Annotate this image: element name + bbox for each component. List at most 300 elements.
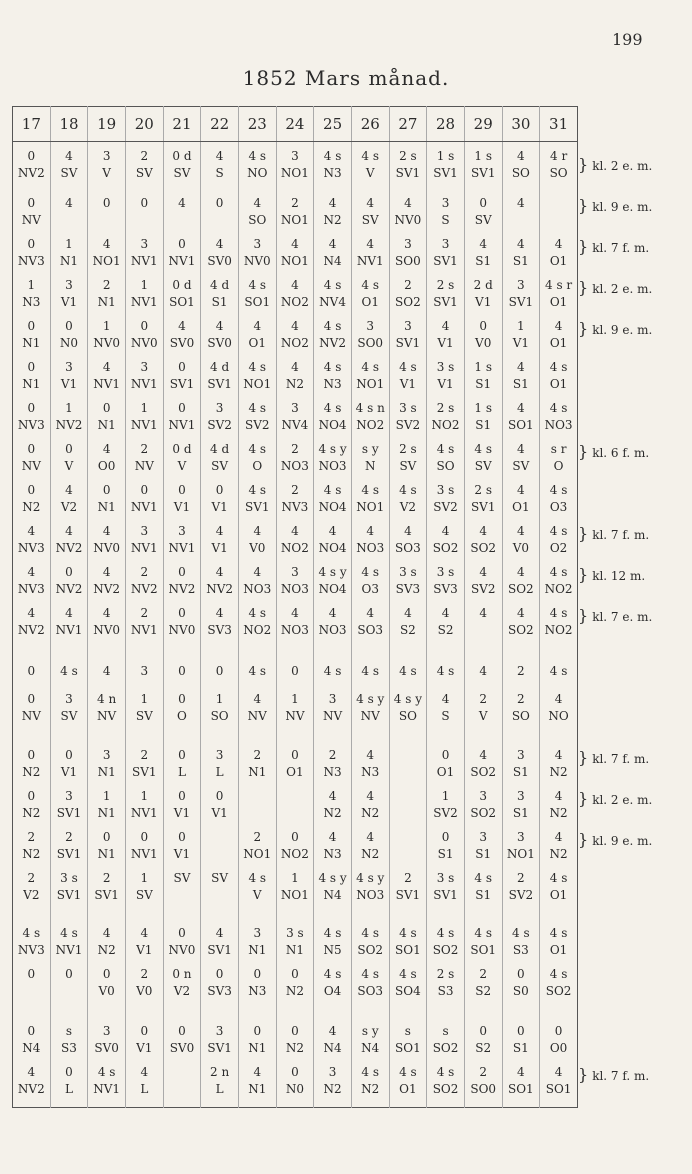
observation-cell: 0 d SV	[163, 142, 201, 196]
observation-cell: 1 s SV1	[464, 142, 502, 196]
observation-cell: 3 SV1	[427, 236, 465, 277]
observation-cell: 4 NV2	[88, 564, 126, 605]
table-row	[13, 564, 578, 605]
observation-cell: 3 N2	[314, 1064, 352, 1108]
observation-cell: 3 SO0	[389, 236, 427, 277]
observation-cell: 1 NV1	[125, 400, 163, 441]
observation-cell: 0	[88, 195, 126, 236]
observation-cell: 4 s SO1	[389, 925, 427, 966]
observation-cell: 4 NV2	[50, 523, 88, 564]
observation-cell: 4 SO	[502, 142, 540, 196]
observation-cell: 2 NO1	[238, 829, 276, 870]
observation-cell: 4 d SV1	[201, 359, 239, 400]
observation-cell: 0 SV1	[163, 359, 201, 400]
observation-cell: s y N	[351, 441, 389, 482]
observation-cell: 0 NV0	[163, 925, 201, 966]
observation-cell: 4	[50, 195, 88, 236]
observation-cell: 4	[502, 195, 540, 236]
observation-cell: 1 NO1	[276, 870, 314, 925]
observation-cell: 4 S1	[502, 359, 540, 400]
day-header: 27	[389, 107, 427, 142]
observation-cell: 3 NO1	[276, 142, 314, 196]
table-row	[13, 829, 578, 870]
observation-cell: 4 SO2	[502, 564, 540, 605]
observation-cell: 1 NV1	[125, 788, 163, 829]
observation-cell: 4 s NV4	[314, 277, 352, 318]
observation-cell: 3 s SV2	[427, 482, 465, 523]
observation-cell: 2 SO2	[389, 277, 427, 318]
observation-cell: 4 NO2	[276, 318, 314, 359]
observation-cell: 4 S	[201, 142, 239, 196]
observation-cell: 4 NV3	[17, 565, 45, 596]
observation-cell: 0 V1	[201, 788, 239, 829]
observation-cell: s r O	[540, 441, 578, 482]
observation-cell: 0 V0	[464, 318, 502, 359]
table-row	[13, 142, 578, 196]
observation-cell: 1 SO	[201, 691, 239, 747]
table-row	[13, 318, 578, 359]
observation-cell: 0 N1	[22, 360, 41, 391]
observation-cell: 4 s y SO	[389, 691, 427, 747]
page-title: 1852 Mars månad.	[242, 66, 450, 90]
observation-cell: 4 s	[238, 663, 276, 691]
observation-cell: 0 d V	[163, 441, 201, 482]
observation-cell: 4 s NV1	[50, 925, 88, 966]
observation-cell: 0 V1	[163, 482, 201, 523]
time-note	[578, 442, 649, 461]
observation-cell: 4 N2	[540, 829, 578, 870]
observation-cell: 0	[163, 663, 201, 691]
note-text: kl. 7 f. m.	[592, 528, 650, 542]
note-text: kl. 2 e. m.	[592, 282, 653, 296]
observation-cell: 3 SV1	[201, 1023, 239, 1064]
observation-cell: 4 S	[427, 691, 465, 747]
time-note	[578, 565, 645, 584]
observation-cell	[540, 195, 578, 236]
observation-cell	[238, 788, 276, 829]
observation-cell: 4 SO1	[540, 1064, 578, 1108]
observation-cell: 4 s NV1	[88, 1064, 126, 1108]
observation-cell	[276, 788, 314, 829]
observation-cell: 0 NV0	[163, 605, 201, 663]
observation-cell: 2 s NO2	[427, 400, 465, 441]
table-row	[13, 400, 578, 441]
observation-cell: 4 NV1	[88, 359, 126, 400]
observation-cell: 4 NO1	[276, 236, 314, 277]
observation-cell: 2 n L	[201, 1064, 239, 1108]
observation-cell: 3 SV1	[50, 788, 88, 829]
observation-cell: 4 N1	[238, 1064, 276, 1108]
observation-cell	[389, 829, 427, 870]
observation-cell: 0 NV1	[163, 236, 201, 277]
brace-icon: }	[578, 565, 589, 584]
observation-cell: 0 O	[163, 691, 201, 747]
observation-cell: 3 V1	[50, 277, 88, 318]
observation-cell: 0	[27, 967, 36, 981]
header-row	[13, 107, 578, 142]
table-row	[13, 747, 578, 788]
observation-cell: 4 s r O1	[540, 277, 578, 318]
observation-cell: 3 V1	[50, 359, 88, 400]
brace-icon: }	[578, 748, 589, 767]
observation-cell: 0 S2	[464, 1023, 502, 1064]
observation-cell: 4 N4	[314, 1023, 352, 1064]
observation-cell: 3 S1	[502, 788, 540, 829]
observation-cell: 3 NV1	[163, 523, 201, 564]
table-body	[13, 142, 578, 1108]
observation-cell: s SO2	[427, 1023, 465, 1064]
observation-cell: 4 s N3	[314, 359, 352, 400]
observation-cell: 4 O1	[502, 482, 540, 523]
observation-cell: 4 s NO2	[540, 605, 578, 663]
observation-cell: 3 S	[427, 195, 465, 236]
note-text: kl. 12 m.	[592, 569, 646, 583]
day-header: 18	[50, 107, 88, 142]
observation-cell: 0 NV1	[125, 829, 163, 870]
observation-cell: 1 NV0	[88, 318, 126, 359]
observation-cell: 0 V	[50, 441, 88, 482]
table-row	[13, 482, 578, 523]
observation-cell: 4 s V	[351, 142, 389, 196]
observation-cell: 2 NV1	[125, 605, 163, 663]
observation-cell: 4 SV	[351, 195, 389, 236]
observation-cell: 4 S2	[389, 605, 427, 663]
observation-cell: 4 s SO2	[427, 1064, 465, 1108]
observation-cell: 0	[201, 195, 239, 236]
observation-cell: 3 V	[88, 142, 126, 196]
observation-cell: 4 N3	[314, 829, 352, 870]
observation-cell: 4 s SO1	[238, 277, 276, 318]
observation-cell: 4 N2	[351, 788, 389, 829]
observation-cell: 2 SV2	[502, 870, 540, 925]
observation-cell: 4 NV	[238, 691, 276, 747]
observation-cell: 1 s SV1	[427, 142, 465, 196]
observation-cell: 4 s SV1	[238, 482, 276, 523]
observation-cell: 4 s NO1	[351, 482, 389, 523]
observation-cell: 4 s n NO2	[351, 400, 389, 441]
observation-cell: 2 N3	[314, 747, 352, 788]
observation-cell: 4 s O4	[314, 966, 352, 1023]
observation-cell: 0 V1	[163, 788, 201, 829]
observation-cell: 0 N2	[276, 1023, 314, 1064]
observation-cell: 4 s SV	[464, 441, 502, 482]
observation-cell: 4	[464, 663, 502, 691]
observation-cell: 0 S0	[502, 966, 540, 1023]
observation-cell: 2 V2	[23, 871, 40, 902]
observation-cell: 0 NV3	[17, 237, 45, 268]
observation-cell: 2 N1	[238, 747, 276, 788]
observation-cell: 4 s O3	[540, 482, 578, 523]
observation-cell: 4 SO1	[502, 1064, 540, 1108]
observation-cell: 4 s V	[238, 870, 276, 925]
observation-cell: 0	[276, 663, 314, 691]
observation-cell: 0 NV2	[163, 564, 201, 605]
observation-cell: 3 s SV1	[427, 870, 465, 925]
observation-cell: 2 V0	[125, 966, 163, 1023]
note-text: kl. 7 f. m.	[592, 1069, 650, 1083]
observation-cell: 4 N2	[314, 788, 352, 829]
time-note	[578, 237, 649, 256]
observation-cell: 3 NV4	[276, 400, 314, 441]
table-row	[13, 195, 578, 236]
observation-cell: 4 SV2	[464, 564, 502, 605]
observation-cell: 3 NV0	[238, 236, 276, 277]
observation-cell: 3 SV1	[389, 318, 427, 359]
observation-cell: 4 d SV	[201, 441, 239, 482]
observation-cell: 4 s N5	[314, 925, 352, 966]
observation-cell: 4 d S1	[201, 277, 239, 318]
day-header: 19	[88, 107, 126, 142]
observation-cell: 2 s SV	[389, 441, 427, 482]
observation-cell: 4 s	[351, 663, 389, 691]
observation-cell: 4 S1	[502, 236, 540, 277]
observation-cell: 4 N2	[540, 747, 578, 788]
observation-cell: 4 NV1	[50, 605, 88, 663]
observation-cell: 4 s NO	[238, 142, 276, 196]
observation-cell: 4 SV0	[163, 318, 201, 359]
day-header: 25	[314, 107, 352, 142]
observation-cell: 4 N2	[88, 925, 126, 966]
observation-cell: 1 NV2	[50, 400, 88, 441]
observation-cell: 4 s NO1	[351, 359, 389, 400]
observation-cell: 4 SO1	[502, 400, 540, 441]
observation-cell: 4 s O3	[351, 564, 389, 605]
observation-cell: 0	[27, 664, 36, 678]
observation-cell: 4 V1	[427, 318, 465, 359]
observation-cell: 2 s SV1	[389, 142, 427, 196]
observation-cell: 4 s SO	[427, 441, 465, 482]
observation-cell: 4 SO2	[502, 605, 540, 663]
observation-cell: 3 s N1	[276, 925, 314, 966]
observation-cell	[163, 1064, 201, 1108]
observation-cell: 2 SV1	[125, 747, 163, 788]
observation-cell: 0 NV1	[163, 400, 201, 441]
observation-cell: 4 s SO2	[351, 925, 389, 966]
observation-cell: 4	[163, 195, 201, 236]
observation-cell: 4 SV0	[201, 236, 239, 277]
observation-cell: 3 S1	[502, 747, 540, 788]
time-note	[578, 830, 652, 849]
observation-cell: 0 d SO1	[163, 277, 201, 318]
time-note	[578, 524, 649, 543]
observation-cell: 4 V2	[50, 482, 88, 523]
observation-cell: 2 s S3	[427, 966, 465, 1023]
observation-cell: 0 O1	[427, 747, 465, 788]
observation-cell	[201, 829, 239, 870]
observation-cell: 0 N1	[88, 482, 126, 523]
observation-cell: SV	[163, 870, 201, 925]
observation-cell: 2 SO0	[464, 1064, 502, 1108]
observation-cell: 4 s NO2	[540, 564, 578, 605]
observation-cell: 0 N3	[238, 966, 276, 1023]
observation-cell: 4 s NO3	[540, 400, 578, 441]
observation-cell: 3 S1	[464, 829, 502, 870]
observation-cell: 4 s SO3	[351, 966, 389, 1023]
observation-cell: 0 N0	[50, 318, 88, 359]
observation-cell: 0 S1	[502, 1023, 540, 1064]
observation-cell: 4 O1	[540, 236, 578, 277]
observation-cell: 4 NV0	[88, 605, 126, 663]
observation-cell: 3 SO2	[464, 788, 502, 829]
observation-cell: 0 NV0	[125, 318, 163, 359]
observation-cell: 4 NO	[540, 691, 578, 747]
observation-cell: 3 SO0	[351, 318, 389, 359]
observation-cell: 2 SO	[502, 691, 540, 747]
observation-cell: 0 NV	[21, 692, 41, 723]
day-header: 30	[502, 107, 540, 142]
observation-cell: 4 NO3	[276, 605, 314, 663]
observation-cell: 2 V	[464, 691, 502, 747]
observation-cell: 3 s SV3	[427, 564, 465, 605]
observation-cell: 4 O0	[88, 441, 126, 482]
observation-cell: 2 N2	[22, 830, 41, 861]
observation-cell: 4 s	[540, 663, 578, 691]
observation-cell: 4 SO2	[427, 523, 465, 564]
observation-cell: 4 V1	[201, 523, 239, 564]
observation-cell: 4 N2	[276, 359, 314, 400]
time-note	[578, 789, 652, 808]
observation-cell: 0 N1	[238, 1023, 276, 1064]
observation-cell: 0 O1	[276, 747, 314, 788]
observation-cell: 4 s	[314, 663, 352, 691]
day-header: 28	[427, 107, 465, 142]
table-row	[13, 691, 578, 747]
observation-cell: 1 NV	[276, 691, 314, 747]
observation-cell: 4 N2	[314, 195, 352, 236]
observation-cell: 3 N1	[238, 925, 276, 966]
day-header: 17	[13, 107, 51, 142]
note-text: kl. 7 e. m.	[592, 610, 653, 624]
observation-cell: 3 NV1	[125, 236, 163, 277]
observation-cell: 0 N0	[276, 1064, 314, 1108]
observation-cell: 4 s S3	[502, 925, 540, 966]
observation-cell: 0 NO2	[276, 829, 314, 870]
observation-cell: 4 NV0	[88, 523, 126, 564]
observation-cell: 2 SV1	[389, 870, 427, 925]
observation-cell: 1 N1	[50, 236, 88, 277]
observation-cell: 2 NV3	[276, 482, 314, 523]
observation-cell: 4 SV1	[201, 925, 239, 966]
observation-cell: 0 NV	[21, 196, 41, 227]
observation-cell: 4 SV0	[201, 318, 239, 359]
observation-cell: 4 NV2	[17, 606, 45, 637]
day-header: 29	[464, 107, 502, 142]
observation-cell: 4 s y N4	[314, 870, 352, 925]
observation-cell: 2 d V1	[464, 277, 502, 318]
observation-cell: 4 N2	[351, 829, 389, 870]
observation-cell: 0 NV	[21, 442, 41, 473]
observation-cell: 2 SV	[125, 142, 163, 196]
observation-cell: 4 s O1	[351, 277, 389, 318]
observation-cell: 3 SV	[50, 691, 88, 747]
table-row	[13, 925, 578, 966]
day-header: 23	[238, 107, 276, 142]
observation-cell: 0 O0	[540, 1023, 578, 1064]
observation-cell: 4 s NO2	[238, 605, 276, 663]
observation-cell: 2 NV2	[125, 564, 163, 605]
observation-cell: 1 s S1	[464, 359, 502, 400]
observation-cell: 4 NO3	[238, 564, 276, 605]
observation-cell: 3	[125, 663, 163, 691]
observation-cell: 4 s NO4	[314, 400, 352, 441]
observation-cell: 0 S1	[427, 829, 465, 870]
observation-cell: 2 s SV1	[464, 482, 502, 523]
observation-cell: 4 SO2	[464, 523, 502, 564]
observation-cell: 0 V1	[201, 482, 239, 523]
observation-cell: SV	[201, 870, 239, 925]
observation-cell: 4 SV3	[201, 605, 239, 663]
observation-cell: 1 SV2	[427, 788, 465, 829]
observation-cell: 4 SV	[502, 441, 540, 482]
observation-cell	[389, 747, 427, 788]
observation-cell: 3 NV1	[125, 523, 163, 564]
table-row	[13, 1023, 578, 1064]
note-text: kl. 2 e. m.	[592, 793, 653, 807]
brace-icon: }	[578, 278, 589, 297]
observation-cell: 0 NV3	[17, 401, 45, 432]
time-note	[578, 196, 652, 215]
observation-cell: 0 V1	[125, 1023, 163, 1064]
table-row	[13, 605, 578, 663]
observation-cell: 2 SV1	[50, 829, 88, 870]
time-note	[578, 319, 652, 338]
observation-cell: 3 s SV1	[50, 870, 88, 925]
brace-icon: }	[578, 196, 589, 215]
observation-cell: 1 NV1	[125, 277, 163, 318]
table-row	[13, 870, 578, 925]
observation-cell: 4 V0	[238, 523, 276, 564]
observation-cell: 4 s	[427, 663, 465, 691]
observation-cell: 4 s S1	[464, 870, 502, 925]
observation-cell	[389, 788, 427, 829]
observation-cell: 4 n NV	[88, 691, 126, 747]
table-row	[13, 1064, 578, 1108]
observation-cell: 3 L	[201, 747, 239, 788]
observation-cell: 0 NV2	[17, 149, 45, 180]
observation-cell: 4 S2	[427, 605, 465, 663]
brace-icon: }	[578, 442, 589, 461]
observation-cell: s S3	[50, 1023, 88, 1064]
observation-cell: 0 N1	[22, 319, 41, 350]
observation-cell: 0 N1	[88, 400, 126, 441]
observation-cell: 4 NV2	[201, 564, 239, 605]
observation-cell: 4 N3	[351, 747, 389, 788]
observation-cell: 0 N1	[88, 829, 126, 870]
observation-cell: 1 s S1	[464, 400, 502, 441]
observation-cell: 4 SO2	[464, 747, 502, 788]
note-text: kl. 7 f. m.	[592, 241, 650, 255]
time-note	[578, 748, 649, 767]
observation-cell: 4 SO3	[389, 523, 427, 564]
observation-cell: 4 s NO4	[314, 482, 352, 523]
note-text: kl. 9 e. m.	[592, 323, 653, 337]
observation-cell: 0 N4	[22, 1024, 41, 1055]
brace-icon: }	[578, 155, 589, 174]
note-text: kl. 6 f. m.	[592, 446, 650, 460]
observation-cell: 4 s y NO3	[351, 870, 389, 925]
observation-cell: 4 s NO1	[238, 359, 276, 400]
observation-cell: 3 s V1	[427, 359, 465, 400]
observation-cell: 0 N2	[22, 789, 41, 820]
observation-cell: 3 s SV2	[389, 400, 427, 441]
observation-cell: 3 NV1	[125, 359, 163, 400]
day-header: 20	[125, 107, 163, 142]
observation-cell: 4	[464, 605, 502, 663]
brace-icon: }	[578, 319, 589, 338]
observation-cell: 0 V0	[88, 966, 126, 1023]
brace-icon: }	[578, 237, 589, 256]
page-number: 199	[612, 30, 643, 49]
